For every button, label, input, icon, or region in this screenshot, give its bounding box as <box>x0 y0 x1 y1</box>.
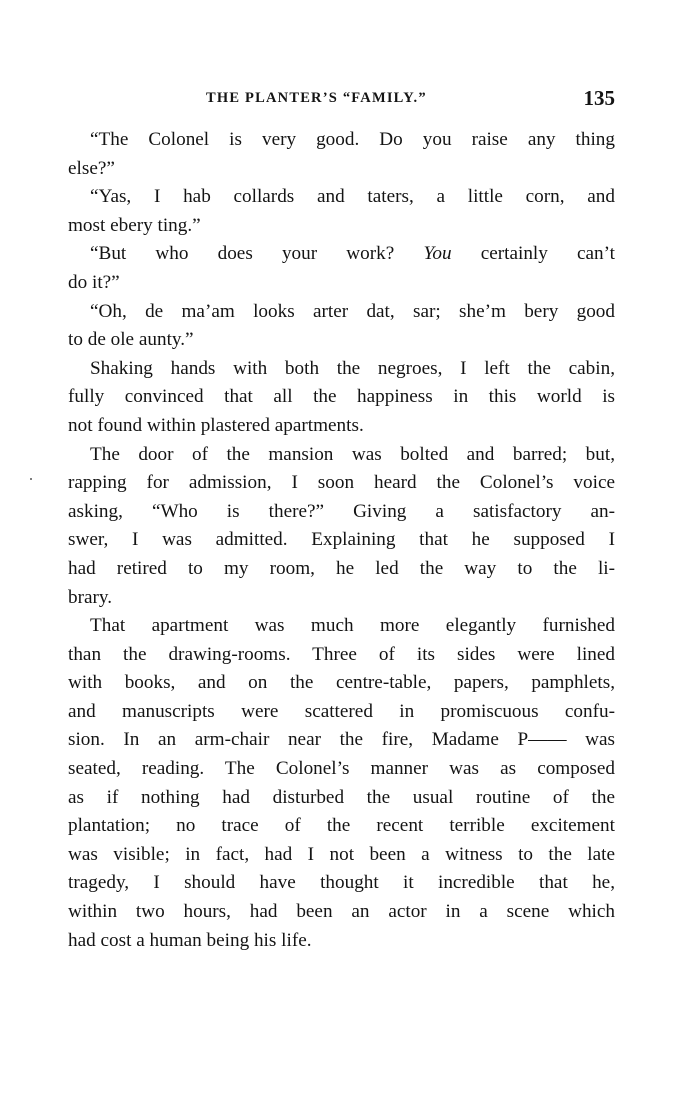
text-line: Shaking hands with both the negroes, I left the cabin, <box>90 357 615 379</box>
emphasized-word: You <box>423 243 452 265</box>
text-line: and manuscripts were scattered in promiscuous confu- <box>68 700 615 722</box>
text-line: do it?” <box>68 271 120 293</box>
page-header <box>68 86 615 116</box>
text-line: “But who does your work? You certainly can’t <box>90 243 615 265</box>
text-line: asking, “Who is there?” Giving a satisfactory an- <box>68 500 615 522</box>
page-number: 135 <box>583 86 615 110</box>
text-line: not found within plastered apartments. <box>68 414 364 436</box>
text-line: sion. In an arm-chair near the fire, Madame P—— was <box>68 729 615 751</box>
text-line: than the drawing-rooms. Three of its sides were lined <box>68 643 615 665</box>
text-line: plantation; no trace of the recent terrible excitement <box>68 815 615 837</box>
text-line: to de ole aunty.” <box>68 329 194 351</box>
text-line: The door of the mansion was bolted and barred; but, <box>90 443 615 465</box>
body-text <box>68 126 615 955</box>
text-line: rapping for admission, I soon heard the Colonel’s voice <box>68 472 615 494</box>
text-line: else?” <box>68 157 115 179</box>
running-title: THE PLANTER’S “FAMILY.” <box>206 90 427 106</box>
text-line: brary. <box>68 586 113 608</box>
text-line: within two hours, had been an actor in a scene which <box>68 901 615 923</box>
stray-ink-mark <box>30 478 32 480</box>
text-line: “Oh, de ma’am looks arter dat, sar; she’m bery good <box>90 300 615 322</box>
text-line: most ebery ting.” <box>68 214 201 236</box>
text-line: “The Colonel is very good. Do you raise any thing <box>90 129 615 150</box>
text-line: fully convinced that all the happiness in this world is <box>68 386 615 408</box>
text-line: “Yas, I hab collards and taters, a little corn, and <box>90 186 615 208</box>
text-line: had cost a human being his life. <box>68 929 312 951</box>
text-line: swer, I was admitted. Explaining that he supposed I <box>68 529 615 551</box>
text-line: That apartment was much more elegantly furnished <box>90 615 615 637</box>
text-line: with books, and on the centre-table, papers, pamphlets, <box>68 672 615 694</box>
text-line: tragedy, I should have thought it incredible that he, <box>68 872 615 894</box>
text-line: was visible; in fact, had I not been a witness to the late <box>68 843 615 865</box>
text-line: seated, reading. The Colonel’s manner was as composed <box>68 758 615 780</box>
text-line: as if nothing had disturbed the usual routine of the <box>68 786 615 808</box>
text-line: had retired to my room, he led the way to the li- <box>68 557 615 579</box>
